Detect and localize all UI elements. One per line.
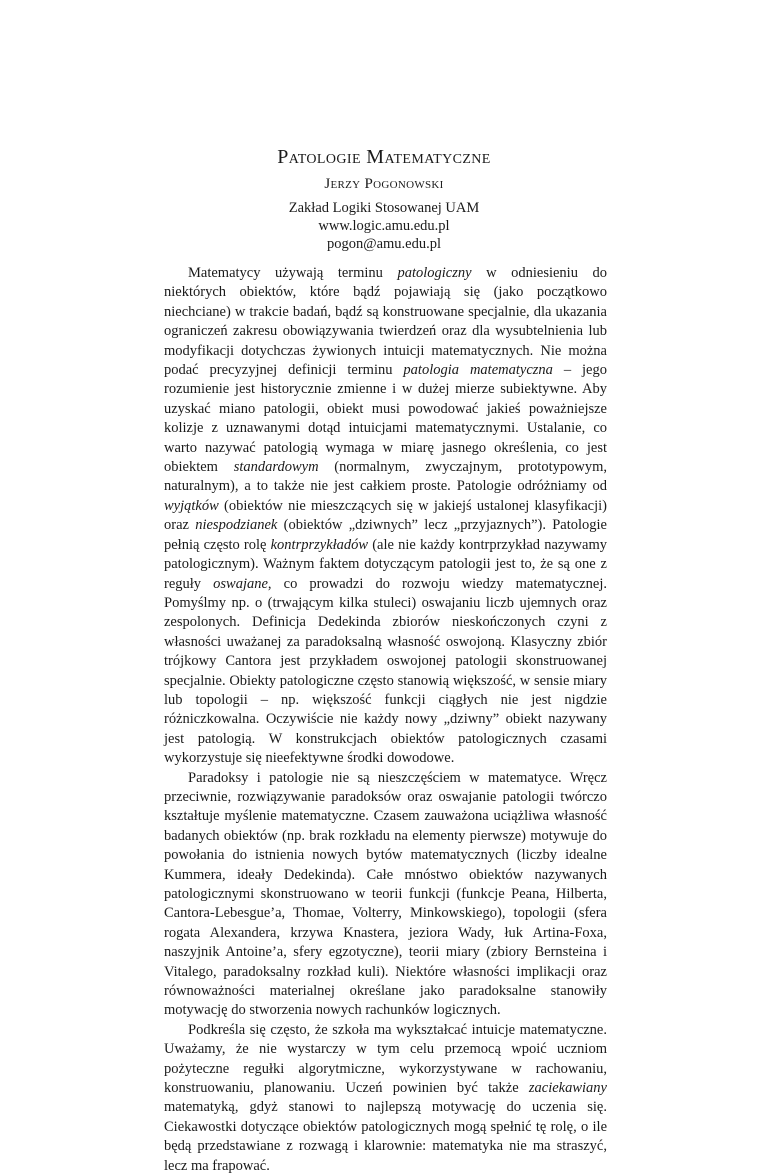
text-run: , co prowadzi do rozwoju wiedzy matematycznej. Pomyślmy np. o (trwającym kilka stuleci) oswajaniu liczb ujemnych oraz zespolonych. Definicja Dedekinda zbiorów nieskończonych czyni z własności uważanej za paradoksalną własność oswojoną. Klasyczny zbiór trójkowy Cantora jest przykładem oswojonej patologii skonstruowanej specjalnie. Obiekty patologiczne często stanowią większość, w sensie miary lub topologii – np. większość funkcji ciągłych nie jest nigdzie różniczkowalna. Oczywiście nie każdy nowy „dziwny” obiekt nazywany jest patologią. W konstrukcjach obiektów patologicznych czasami wykorzystuje się nieefektywne środki dowodowe. <box>164 575 608 767</box>
text-run: (obiektów „dziwnych” lecz „przyjaznych”). Patologie pełnią często rolę <box>164 517 607 553</box>
text-run: matematyką, gdyż stanowi to najlepszą motywację do uczenia się. Ciekawostki dotyczące obiektów patologicznych mogą spełnić tę rolę, o ile będą przedstawiane z rozwagą i klarownie: matematyka nie ma straszyć, lecz ma frapować. <box>164 1099 607 1174</box>
affiliation-block <box>0 199 768 253</box>
abstract-paragraph <box>164 264 607 769</box>
paper-title: Patologie Matematyczne <box>277 146 491 168</box>
author-name: Jerzy Pogonowski <box>324 176 444 192</box>
text-run: Podkreśla się często, że szkoła ma wykształcać intuicje matematyczne. Uważamy, że nie wystarczy w tym celu przemocą wpoić uczniom pożyteczne regułki algorytmiczne, wykorzystywane w rachowaniu, konstruowaniu, planowaniu. Uczeń powinien być także <box>164 1021 607 1097</box>
emphasized-term: niespodzianek <box>195 517 278 534</box>
text-run: w odniesieniu do niektórych obiektów, które bądź pojawiają się (jako początkowo niechciane) w trakcie badań, bądź są konstruowane specjalnie, dla ukazania ograniczeń zakresu obowiązywania twierdzeń oraz dla wysubtelnienia lub modyfikacji dotychczas żywionych intuicji matematycznych. Nie można podać precyzyjnej definicji terminu <box>164 265 607 379</box>
text-run: (ale nie każdy kontrprzykład nazywamy patologicznym). Ważnym faktem dotyczącym patologii jest to, że są one z reguły <box>164 536 607 592</box>
text-run: Paradoksy i patologie nie są nieszczęściem w matematyce. Wręcz przeciwnie, rozwiązywanie paradoksów oraz oswajanie patologii twórczo kształtuje myślenie matematyczne. Czasem zauważona uciążliwa własność badanych obiektów (np. brak rozkładu na elementy pierwsze) motywuje do powołania do istnienia nowych bytów matematycznych (liczby idealne Kummera, ideały Dedekinda). Całe mnóstwo obiektów nazywanych patologicznymi skonstruowano w teorii funkcji (funkcje Peana, Hilberta, Cantora-Lebesgue’a, Thomae, Volterry, Minkowskiego), topologii (sfera rogata Alexandera, krzywa Knastera, jeziora Wady, łuk Artina-Foxa, naszyjnik Antoine’a, sfery egzotyczne), teorii miary (zbiory Bernsteina i Vitalego, paradoksalny rozkład kuli). Niektóre własności implikacji oraz równoważności materialnej określane jako paradoksalne stanowiły motywację do stworzenia nowych rachunków logicznych. <box>164 769 607 1019</box>
emphasized-term: zaciekawiany <box>528 1080 607 1097</box>
text-run: – jego rozumienie jest historycznie zmienne i w dużej mierze subiektywne. Aby uzyskać miano patologii, obiekt musi powodować jakieś poważniejsze kolizje z uznawanymi dotąd intuicjami matematycznymi. Ustalanie, co warto nazywać patologią wymaga w miarę jasnego określenia, co jest obiektem <box>164 362 607 476</box>
emphasized-term: standardowym <box>233 459 319 476</box>
emphasized-term: wyjątków <box>164 497 219 514</box>
emphasized-term: patologiczny <box>397 265 472 281</box>
abstract-paragraph <box>164 1021 607 1176</box>
emphasized-term: kontrprzykładów <box>270 536 369 553</box>
emphasized-term: oswajane <box>213 575 268 592</box>
institution: Zakład Logiki Stosowanej UAM <box>288 200 480 216</box>
email: pogon@amu.edu.pl <box>326 236 442 252</box>
text-run: (obiektów nie mieszczących się w jakiejś ustalonej klasyfikacji) oraz <box>164 497 607 534</box>
text-run: Matematycy używają terminu <box>188 265 398 281</box>
emphasized-term: patologia matematyczna <box>403 362 553 379</box>
text-run: (normalnym, zwyczajnym, prototypowym, naturalnym), a to także nie jest całkiem proste. Patologie odróżniamy od <box>164 459 607 495</box>
abstract <box>164 264 607 1176</box>
website: www.logic.amu.edu.pl <box>318 218 450 234</box>
abstract-paragraph <box>164 769 607 1021</box>
